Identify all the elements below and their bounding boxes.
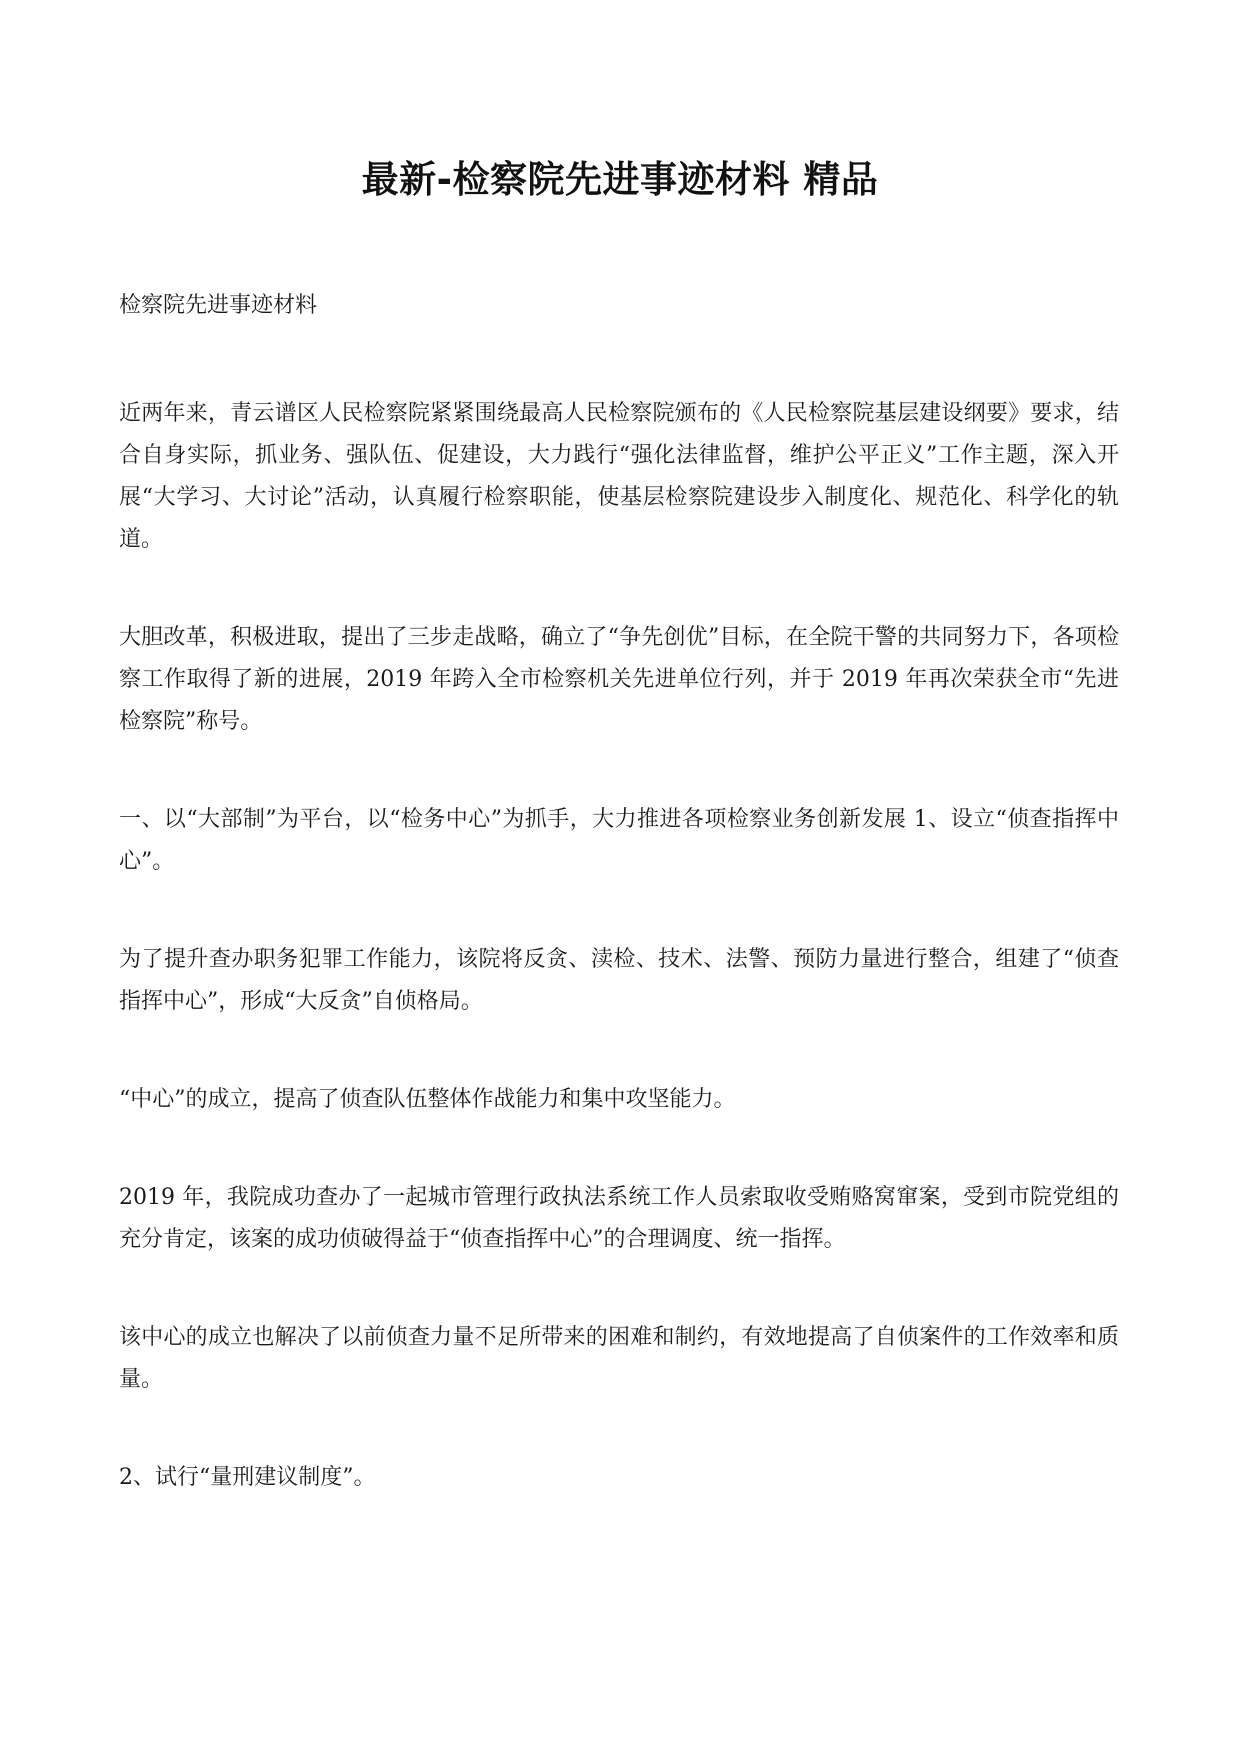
paragraph-reform: 大胆改革，积极进取，提出了三步走战略，确立了“争先创优”目标，在全院干警的共同努力下，各项检察工作取得了新的进展，2019 年跨入全市检察机关先进单位行列，并于 2019 年再次荣获全市“先进检察院”称号。 (119, 625, 1119, 734)
paragraph-efficiency: 该中心的成立也解决了以前侦查力量不足所带来的困难和制约，有效地提高了自侦案件的工作效率和质量。 (119, 1325, 1119, 1392)
paragraph-integration: 为了提升查办职务犯罪工作能力，该院将反贪、渎检、技术、法警、预防力量进行整合，组建了“侦查指挥中心”，形成“大反贪”自侦格局。 (119, 947, 1119, 1014)
paragraph-center-capability: “中心”的成立，提高了侦查队伍整体作战能力和集中攻坚能力。 (119, 1087, 736, 1112)
document-title: 最新-检察院先进事迹材料 精品 (361, 158, 879, 201)
paragraph-section-one: 一、以“大部制”为平台，以“检务中心”为抓手，大力推进各项检察业务创新发展 1、设立“侦查指挥中心”。 (119, 807, 1119, 874)
paragraph-section-two: 2、试行“量刑建议制度”。 (119, 1465, 376, 1490)
paragraph-case: 2019 年，我院成功查办了一起城市管理行政执法系统工作人员索取收受贿赂窝窜案，受到市院党组的充分肯定，该案的成功侦破得益于“侦查指挥中心”的合理调度、统一指挥。 (119, 1185, 1119, 1252)
paragraph-intro: 近两年来，青云谱区人民检察院紧紧围绕最高人民检察院颁布的《人民检察院基层建设纲要》要求，结合自身实际，抓业务、强队伍、促建设，大力践行“强化法律监督，维护公平正义”工作主题，深入开展“大学习、大讨论”活动，认真履行检察职能，使基层检察院建设步入制度化、规范化、科学化的轨道。 (119, 401, 1119, 552)
document-subtitle: 检察院先进事迹材料 (119, 293, 318, 318)
document-body (119, 285, 1119, 1555)
